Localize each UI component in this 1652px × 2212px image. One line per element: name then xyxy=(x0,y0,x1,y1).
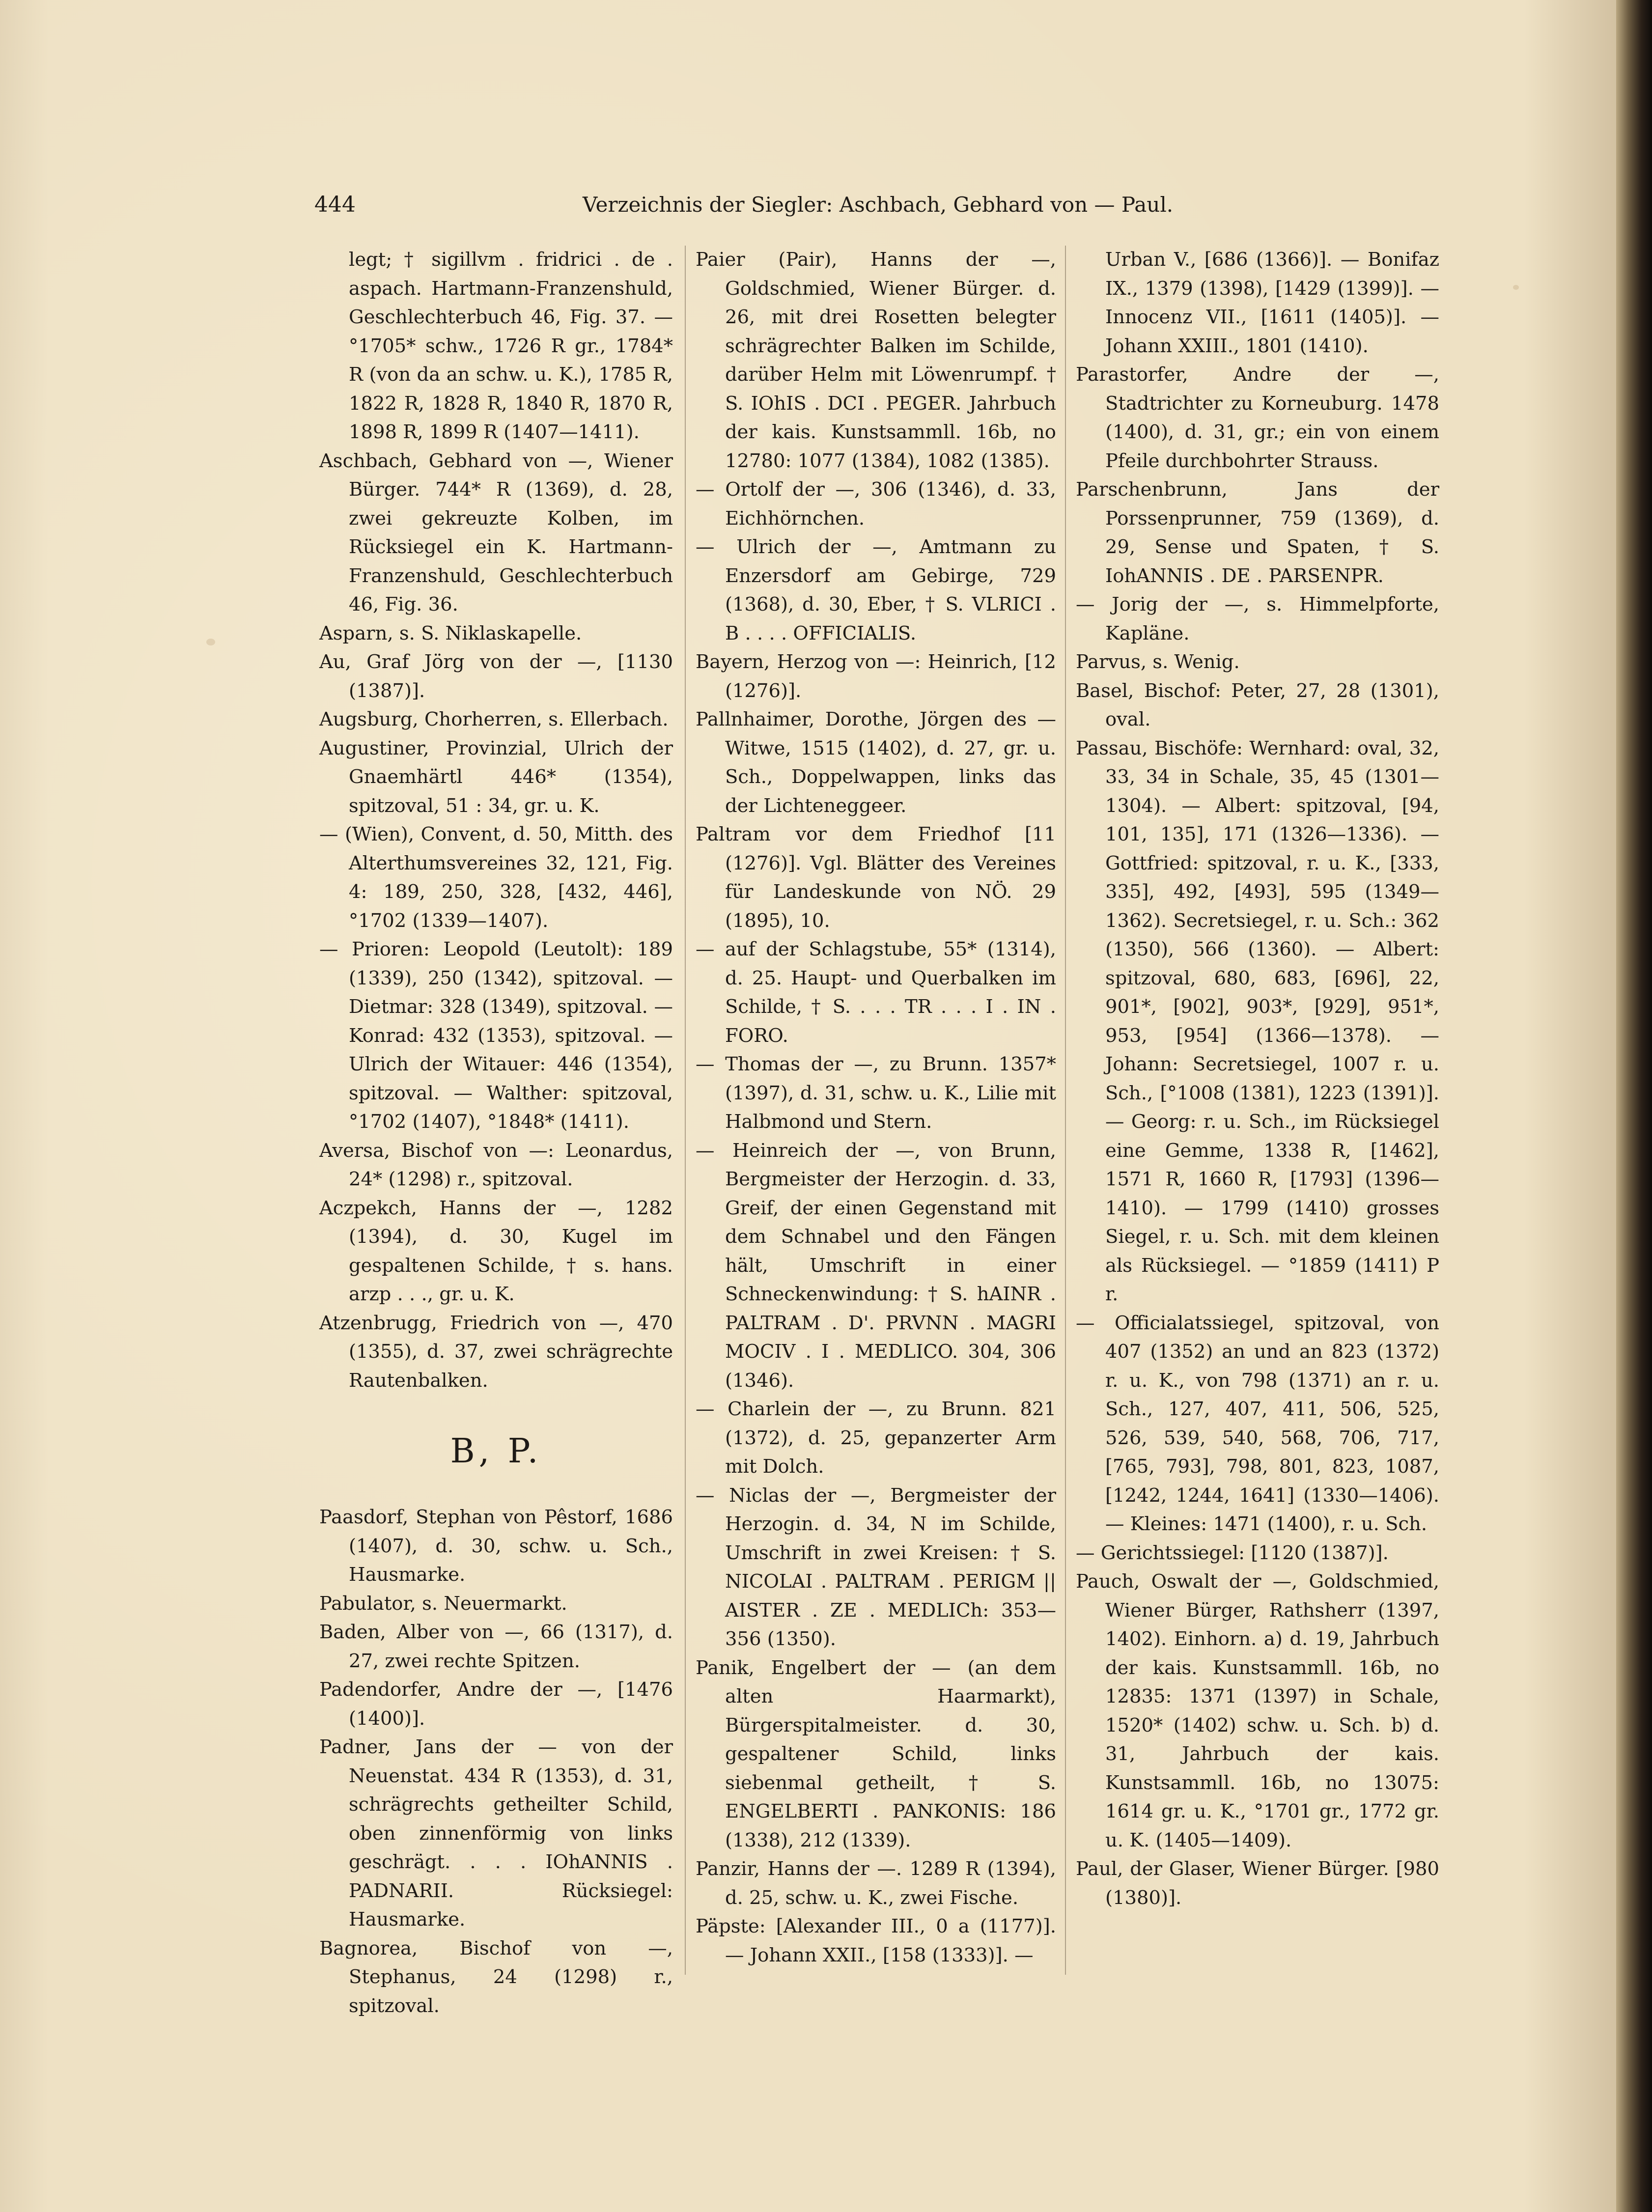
index-column-1 xyxy=(319,246,673,2020)
index-entry: — (Wien), Convent, d. 50, Mitth. des Alterthumsvereines 32, 121, Fig. 4: 189, 250, 328, [432, 446], °1702 (1339—1407). xyxy=(319,823,673,932)
index-column-3 xyxy=(1076,246,1439,1912)
index-entry: Pabulator, s. Neuermarkt. xyxy=(319,1592,567,1615)
index-entry: — Heinreich der —, von Brunn, Bergmeister der Herzogin. d. 33, Greif, der einen Gegenstand mit dem Schnabel und den Fängen hält, Umschrift in einer Schneckenwindung: † S. hAINR . PALTRAM . D'. PRVNN . MAGRI MOCIV . I . MEDLICO. 304, 306 (1346). xyxy=(696,1139,1056,1392)
section-heading: B, P. xyxy=(450,1432,542,1471)
index-entry: Paltram vor dem Friedhof [11 (1276)]. Vgl. Blätter des Vereines für Landeskunde von NÖ. 29 (1895), 10. xyxy=(696,823,1056,932)
index-entry: Aversa, Bischof von —: Leonardus, 24* (1298) r., spitzoval. xyxy=(319,1139,673,1190)
index-entry: Bayern, Herzog von —: Heinrich, [12 (1276)]. xyxy=(696,651,1056,702)
index-entry: Augsburg, Chorherren, s. Ellerbach. xyxy=(319,708,669,730)
index-entry: Paasdorf, Stephan von Pêstorf, 1686 (1407), d. 30, schw. u. Sch., Hausmarke. xyxy=(319,1506,673,1586)
index-entry: Paul, der Glaser, Wiener Bürger. [980 (1380)]. xyxy=(1076,1858,1439,1909)
index-entry: Baden, Alber von —, 66 (1317), d. 27, zwei rechte Spitzen. xyxy=(319,1621,673,1672)
index-entry: — Ulrich der —, Amtmann zu Enzersdorf am Gebirge, 729 (1368), d. 30, Eber, † S. VLRICI . B . . . . OFFICIALIS. xyxy=(696,536,1056,644)
index-entry: — Charlein der —, zu Brunn. 821 (1372), d. 25, gepanzerter Arm mit Dolch. xyxy=(696,1398,1056,1478)
index-entry: — auf der Schlagstube, 55* (1314), d. 25. Haupt- und Querbalken im Schilde, † S. . . . TR . . . I . IN . FORO. xyxy=(696,938,1056,1047)
index-entry: Passau, Bischöfe: Wernhard: oval, 32, 33, 34 in Schale, 35, 45 (1301—1304). — Albert: spitzoval, [94, 101, 135], 171 (1326—1336). — Gottfried: spitzoval, r. u. K., [333, 335], 492, [493], 595 (1349—1362). Secretsiegel, r. u. Sch.: 362 (1350), 566 (1360). — Albert: spitzoval, 680, 683, [696], 22, 901*, [902], 903*, [929], 951*, 953, [954] (1366—1378). — Johann: Secretsiegel, 1007 r. u. Sch., [°1008 (1381), 1223 (1391)]. — Georg: r. u. Sch., im Rücksiegel eine Gemme, 1338 R, [1462], 1571 R, 1660 R, [1793] (1396—1410). — 1799 (1410) grosses Siegel, r. u. Sch. mit dem kleinen als Rücksiegel. — °1859 (1411) P r. xyxy=(1076,737,1439,1305)
column-rule xyxy=(1065,246,1066,1975)
index-entry: Parschenbrunn, Jans der Porssenprunner, 759 (1369), d. 29, Sense und Spaten, † S. IohANNIS . DE . PARSENPR. xyxy=(1076,478,1439,587)
index-entry: Basel, Bischof: Peter, 27, 28 (1301), oval. xyxy=(1076,679,1439,730)
paper-stain xyxy=(206,639,215,645)
index-entry: — Gerichtssiegel: [1120 (1387)]. xyxy=(1076,1541,1389,1564)
index-entry: — Prioren: Leopold (Leutolt): 189 (1339), 250 (1342), spitzoval. — Dietmar: 328 (1349), spitzoval. — Konrad: 432 (1353), spitzoval. — Ulrich der Witauer: 446 (1354), spitzoval. — Walther: spitzoval, °1702 (1407), °1848* (1411). xyxy=(319,938,673,1133)
index-entry: Au, Graf Jörg von der —, [1130 (1387)]. xyxy=(319,651,673,702)
index-entry: Panzir, Hanns der —. 1289 R (1394), d. 25, schw. u. K., zwei Fische. xyxy=(696,1858,1056,1909)
index-entry: Aczpekch, Hanns der —, 1282 (1394), d. 30, Kugel im gespaltenen Schilde, † s. hans. arzp . . ., gr. u. K. xyxy=(319,1197,673,1305)
index-entry: Padendorfer, Andre der —, [1476 (1400)]. xyxy=(319,1679,673,1730)
index-entry: — Niclas der —, Bergmeister der Herzogin. d. 34, N im Schilde, Umschrift in zwei Kreisen: † S. NICOLAI . PALTRAM . PERIGM || AISTER . ZE . MEDLICh: 353—356 (1350). xyxy=(696,1484,1056,1650)
index-entry: Aschbach, Gebhard von —, Wiener Bürger. 744* R (1369), d. 28, zwei gekreuzte Kolben, im Rücksiegel ein K. Hartmann-Franzenshuld, Geschlechterbuch 46, Fig. 36. xyxy=(319,449,673,616)
index-entry: — Thomas der —, zu Brunn. 1357* (1397), d. 31, schw. u. K., Lilie mit Halbmond und Stern. xyxy=(696,1053,1056,1133)
column-rule xyxy=(685,246,686,1975)
index-entry: Parvus, s. Wenig. xyxy=(1076,651,1240,673)
index-column-2 xyxy=(696,246,1056,1970)
page-number: 444 xyxy=(314,192,356,217)
index-entry: Panik, Engelbert der — (an dem alten Haarmarkt), Bürgerspitalmeister. d. 30, gespaltener Schild, links siebenmal getheilt, † S. ENGELBERTI . PANKONIS: 186 (1338), 212 (1339). xyxy=(696,1656,1056,1851)
index-entry: Asparn, s. S. Niklaskapelle. xyxy=(319,622,582,644)
index-entry: Parastorfer, Andre der —, Stadtrichter zu Korneuburg. 1478 (1400), d. 31, gr.; ein von einem Pfeile durchbohrter Strauss. xyxy=(1076,364,1439,472)
running-title: Verzeichnis der Siegler: Aschbach, Gebhard von — Paul. xyxy=(583,193,1174,217)
paper-stain xyxy=(1513,285,1519,290)
index-entry: Pallnhaimer, Dorothe, Jörgen des — Witwe, 1515 (1402), d. 27, gr. u. Sch., Doppelwappen, links das der Lichteneggeer. xyxy=(696,708,1056,817)
book-spine-edge xyxy=(1616,0,1652,2212)
index-entry: legt; † sigillvm . fridrici . de . aspach. Hartmann-Franzenshuld, Geschlechterbuch 46, Fig. 37. — °1705* schw., 1726 R gr., 1784* R (von da an schw. u. K.), 1785 R, 1822 R, 1828 R, 1840 R, 1870 R, 1898 R, 1899 R (1407—1411). xyxy=(349,249,673,443)
index-entry: Urban V., [686 (1366)]. — Bonifaz IX., 1379 (1398), [1429 (1399)]. — Innocenz VII., [1611 (1405)]. — Johann XXIII., 1801 (1410). xyxy=(1105,249,1439,357)
index-entry: Bagnorea, Bischof von —, Stephanus, 24 (1298) r., spitzoval. xyxy=(319,1937,673,2017)
index-entry: Padner, Jans der — von der Neuenstat. 434 R (1353), d. 31, schrägrechts getheilter Schild, oben zinnenförmig von links geschrägt. . . . IOhANNIS . PADNARII. Rücksiegel: Hausmarke. xyxy=(319,1736,673,1931)
index-entry: — Ortolf der —, 306 (1346), d. 33, Eichhörnchen. xyxy=(696,478,1056,530)
running-header xyxy=(314,188,1174,222)
index-entry: Päpste: [Alexander III., 0 a (1177)]. — Johann XXII., [158 (1333)]. — xyxy=(696,1915,1056,1966)
index-entry: Augustiner, Provinzial, Ulrich der Gnaemhärtl 446* (1354), spitzoval, 51 : 34, gr. u. K. xyxy=(319,737,673,817)
index-entry: Paier (Pair), Hanns der —, Goldschmied, Wiener Bürger. d. 26, mit drei Rosetten belegter schrägrechter Balken im Schilde, darüber Helm mit Löwenrumpf. † S. IOhIS . DCI . PEGER. Jahrbuch der kais. Kunstsammll. 16b, no 12780: 1077 (1384), 1082 (1385). xyxy=(696,249,1056,472)
index-entry: Pauch, Oswalt der —, Goldschmied, Wiener Bürger, Rathsherr (1397, 1402). Einhorn. a) d. 19, Jahrbuch der kais. Kunstsammll. 16b, no 12835: 1371 (1397) in Schale, 1520* (1402) schw. u. Sch. b) d. 31, Jahrbuch der kais. Kunstsammll. 16b, no 13075: 1614 gr. u. K., °1701 gr., 1772 gr. u. K. (1405—1409). xyxy=(1076,1570,1439,1851)
index-entry: Atzenbrugg, Friedrich von —, 470 (1355), d. 37, zwei schrägrechte Rautenbalken. xyxy=(319,1312,673,1392)
index-entry: — Jorig der —, s. Himmelpforte, Kapläne. xyxy=(1076,593,1439,644)
index-entry: — Officialatssiegel, spitzoval, von 407 (1352) an und an 823 (1372) r. u. K., von 798 (1371) an r. u. Sch., 127, 407, 411, 506, 525, 526, 539, 540, 568, 706, 717, [765, 793], 798, 801, 823, 1087, [1242, 1244, 1641] (1330—1406). — Kleines: 1471 (1400), r. u. Sch. xyxy=(1076,1312,1439,1535)
